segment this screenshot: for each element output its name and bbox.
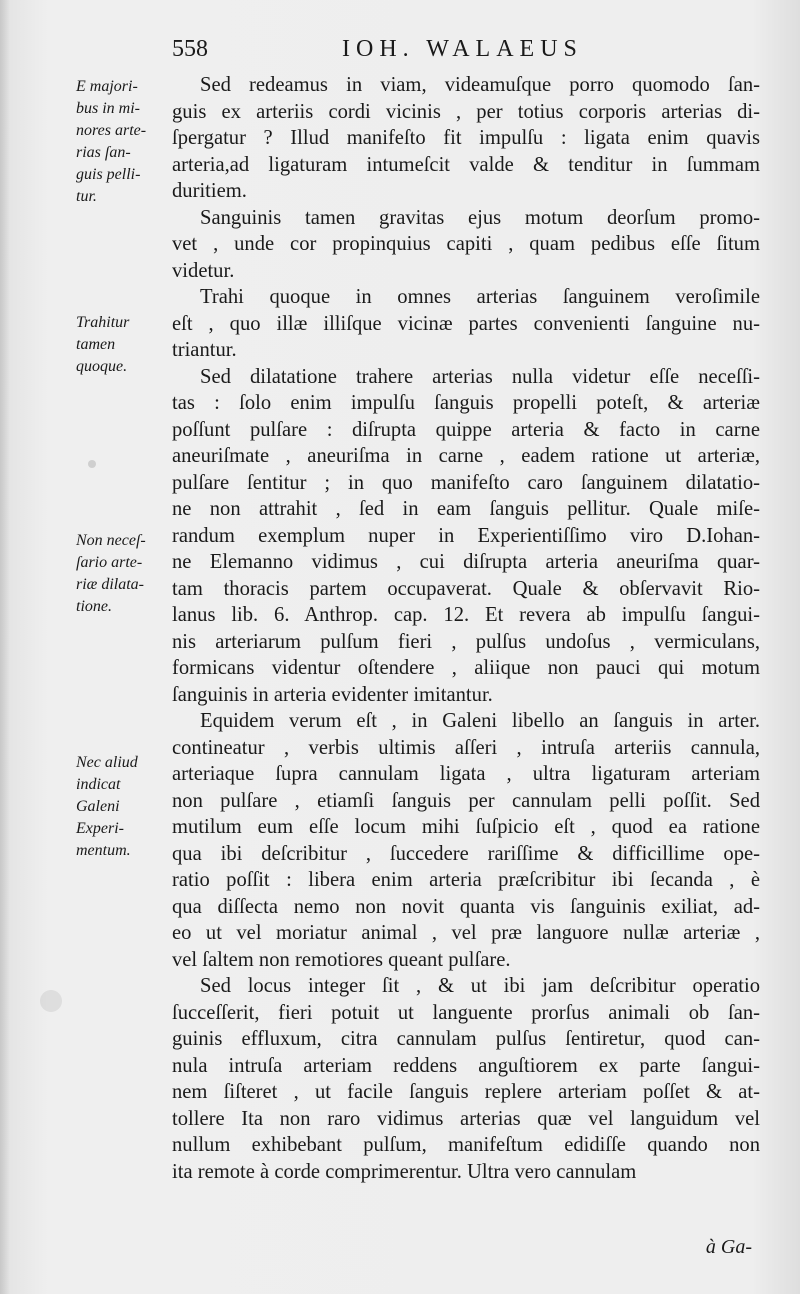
text-line: Sed dilatatione trahere arterias nulla videtur eſſe neceſſi- — [200, 365, 760, 388]
text-line: contineatur , verbis ultimis aſſeri , intruſa arteriis cannula, — [172, 736, 760, 759]
paragraph — [172, 364, 760, 709]
margin-note-line: mentum. — [76, 842, 131, 859]
text-line: poſſunt pulſare : diſrupta quippe arteria & facto in carne — [172, 418, 760, 441]
text-line: Trahi quoque in omnes arterias ſanguinem veroſimile — [200, 286, 760, 308]
text-line: ne non attrahit , ſed in eam ſanguis pellitur. Quale miſe- — [172, 498, 760, 520]
text-line: mutilum eum eſſe locum mihi ſuſpicio eſt , quod ea ratione — [172, 816, 760, 838]
text-line: tollere Ita non raro vidimus arterias quæ vel languidum vel — [172, 1107, 760, 1130]
text-line: ſanguinis in arteria evidenter imitantur. — [172, 683, 493, 706]
text-line: qua diſſecta nemo non novit quanta vis ſanguinis exiliat, ad- — [172, 895, 760, 918]
margin-note-line: Non neceſ- — [76, 532, 146, 549]
paper-stain — [88, 460, 96, 468]
margin-note-line: Trahitur — [76, 314, 130, 331]
text-line: nem ſiſteret , ut facile ſanguis replere arteriam poſſet & at- — [172, 1081, 760, 1103]
text-line: triantur. — [172, 339, 237, 361]
text-line: tam thoracis partem occupaverat. Quale & obſervavit Rio- — [172, 577, 760, 600]
text-line: randum exemplum nuper in Experientiſſimo viro D.Iohan- — [172, 524, 760, 547]
margin-note-line: tamen — [76, 336, 116, 353]
text-line: duritiem. — [172, 180, 247, 202]
text-line: ne Elemanno vidimus , cui diſrupta arteria aneuriſma quar- — [172, 551, 760, 573]
text-line: ſucceſſerit, fieri potuit ut languente prorſus animali ob ſan- — [172, 1001, 760, 1024]
paragraph — [172, 973, 760, 1185]
running-title: IOH. WALAEUS — [342, 36, 583, 62]
text-line: ratio poſſit : libera enim arteria præſcribitur ibi ſecanda , è — [172, 869, 760, 891]
text-line: eo ut vel moriatur animal , vel præ languore nullæ arteriæ , — [172, 922, 760, 944]
page-header — [172, 36, 612, 72]
text-line: nula intruſa arteriam reddens anguſtiorem ex parte ſangui- — [172, 1054, 760, 1077]
text-line: arteriaque ſupra cannulam ligata , ultra ligaturam arteriam — [172, 763, 760, 785]
text-line: ita remote à corde comprimerentur. Ultra vero cannulam — [172, 1160, 637, 1183]
text-line: guinis effluxum, citra cannulam pulſus ſentiretur, quod can- — [172, 1028, 760, 1050]
paragraph — [172, 72, 760, 205]
text-line: non pulſare , etiamſi ſanguis per cannulam pelli poſſit. Sed — [172, 789, 760, 812]
margin-note-line: quoque. — [76, 358, 128, 375]
text-line: lanus lib. 6. Anthrop. cap. 12. Et revera ab impulſu ſangui- — [172, 604, 760, 626]
margin-note-line: Nec aliud — [76, 754, 138, 771]
margin-note-line: nores arte- — [76, 122, 147, 139]
text-line: formicans videntur oſtendere , aliique non pauci qui motum — [172, 657, 760, 679]
text-line: videtur. — [172, 259, 235, 282]
margin-note-line: riæ dilata- — [76, 576, 145, 593]
margin-note-line: guis pelli- — [76, 166, 141, 183]
text-line: Sed locus integer ſit , & ut ibi jam deſcribitur operatio — [200, 975, 760, 997]
text-line: Sed redeamus in viam, videamuſque porro quomodo ſan- — [200, 74, 760, 96]
paragraph — [172, 708, 760, 973]
margin-note-line: E majori- — [76, 78, 138, 95]
margin-note — [76, 530, 168, 618]
margin-note-line: rias ſan- — [76, 144, 131, 161]
paper-stain — [40, 990, 62, 1012]
text-line: vet , unde cor propinquius capiti , quam pedibus eſſe ſitum — [172, 233, 760, 255]
margin-note-line: Experi- — [76, 820, 124, 837]
text-line: aneuriſmate , aneuriſma in carne , eadem ratione ut arteriæ, — [172, 445, 760, 467]
text-line: nullum exhibebant pulſum, manifeſtum edidiſſe quando non — [172, 1134, 760, 1156]
gutter-shadow — [0, 0, 10, 1294]
text-line: qua ibi deſcribitur , ſuccedere rariſſime & difficillime ope- — [172, 842, 760, 865]
margin-note-line: bus in mi- — [76, 100, 140, 117]
text-line: eſt , quo illæ illiſque vicinæ partes convenienti ſanguine nu- — [172, 312, 760, 335]
body-text — [172, 72, 760, 1185]
margin-note-line: ſario arte- — [76, 554, 143, 571]
text-line: ſpergatur ? Illud manifeſto fit impulſu : ligata enim quavis — [172, 127, 760, 149]
text-line: guis ex arteriis cordi vicinis , per totius corporis arterias di- — [172, 100, 760, 123]
margin-note-line: tione. — [76, 598, 112, 615]
text-line: Equidem verum eſt , in Galeni libello an ſanguis in arter. — [200, 710, 760, 732]
text-line: Sanguinis tamen gravitas ejus motum deorſum promo- — [200, 206, 760, 229]
margin-note — [76, 76, 168, 208]
margin-note-line: indicat — [76, 776, 121, 793]
catchword: à Ga- — [705, 1236, 752, 1258]
margin-note — [76, 752, 168, 862]
margin-note-line: Galeni — [76, 798, 120, 815]
text-line: nis arteriarum pulſum fieri , pulſus undoſus , vermiculans, — [172, 630, 760, 653]
paragraph — [172, 284, 760, 364]
paragraph — [172, 205, 760, 285]
text-line: vel ſaltem non remotiores queant pulſare. — [172, 948, 511, 971]
page-number: 558 — [172, 36, 208, 62]
margin-note-line: tur. — [76, 188, 97, 205]
margin-note — [76, 312, 168, 378]
text-line: arteria,ad ligaturam intumeſcit valde & tenditur in ſummam — [172, 153, 760, 176]
text-line: pulſare ſentitur ; in quo manifeſto caro ſanguinem dilatatio- — [172, 471, 760, 494]
text-line: tas : ſolo enim impulſu ſanguis propelli poteſt, & arteriæ — [172, 392, 760, 414]
